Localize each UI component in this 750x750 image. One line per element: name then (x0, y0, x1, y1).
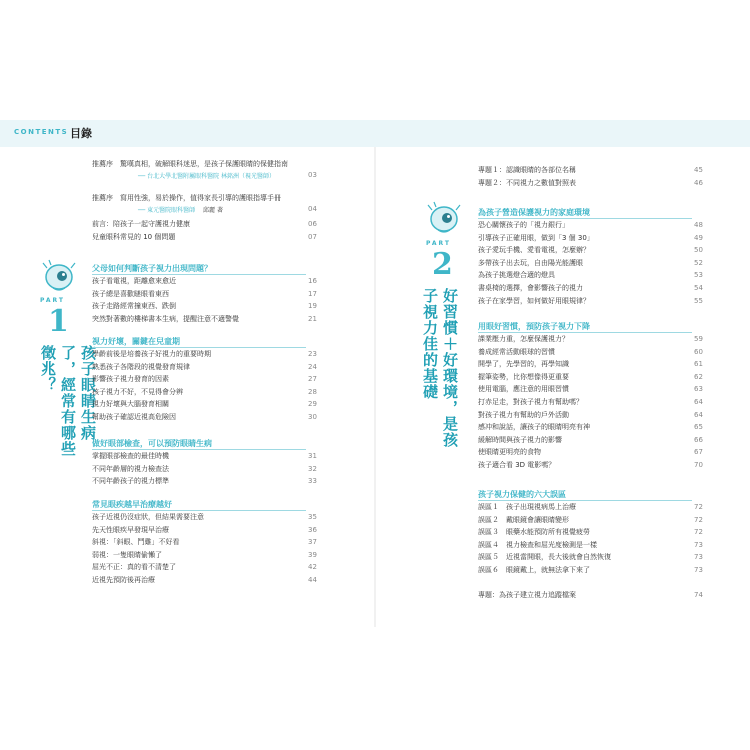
toc-entry-page: 31 (308, 452, 317, 460)
toc-entry-page: 72 (694, 528, 703, 537)
toc-entry-title: 感冲和說話，讓孩子的眼睛明亮有神 (478, 423, 590, 432)
toc-entry-title: 孩子總是喜歡瞇眼看東西 (92, 289, 169, 298)
section-heading[interactable]: 為孩子營造保護視力的家庭環境 (478, 208, 590, 217)
toc-entry-title: 學齡前後是培養孩子好視力的重要時期 (92, 350, 211, 358)
toc-entry-page: 70 (694, 461, 703, 469)
toc-entry-page: 55 (694, 296, 703, 305)
toc-entry-title: 誤區２ 戴眼鏡會讓眼睛變形 (478, 515, 569, 524)
toc-entry-page: 65 (694, 423, 703, 432)
toc-entry-title: 誤區３ 眼藥水能預防所有視覺疲勞 (478, 528, 590, 537)
toc-entry-title: 幫助孩子確認近視高危險因 (92, 413, 176, 421)
toc-entry-page: 23 (308, 350, 317, 358)
toc-entry-title: 養成經常活動眼球的習慣 (478, 347, 555, 356)
toc-entry-title: 引導孩子正確用眼，做到「3 個 30」 (478, 233, 594, 242)
toc-entry-title: 熟悉孩子各階段的視覺發育規律 (92, 362, 190, 371)
toc-entry-title: 孩子近視仍沒症狀，但結果需要注意 (92, 513, 204, 521)
toc-entry-byline: ── 台北大學北醫附屬眼科醫院 林銘洲（視光醫師） (138, 173, 276, 180)
toc-entry-title: 握筆姿勢，比你想像得更重要 (478, 372, 569, 381)
toc-entry-page: 27 (308, 375, 317, 384)
toc-entry-title: 孩子走路經常撞東西、跌倒 (92, 302, 176, 311)
toc-entry-title: 打赤足走，對孩子視力有幫助嗎？ (478, 398, 583, 406)
toc-entry-title: 開學了，先學習的，再學知識 (478, 360, 569, 369)
toc-entry-page: 44 (308, 576, 317, 584)
toc-entry-page: 30 (308, 413, 317, 421)
toc-entry-page: 73 (694, 553, 703, 562)
section-rule (478, 332, 692, 333)
toc-entry-page: 32 (308, 464, 317, 473)
toc-entry-page: 36 (308, 525, 317, 534)
toc-entry-page: 60 (694, 347, 703, 356)
part-title: 好習慣＋好環境，是孩子視力佳的基礎 (421, 288, 459, 448)
toc-entry-page: 67 (694, 448, 703, 457)
toc-entry-title: 近視先預防後再治療 (92, 576, 155, 584)
toc-entry-page: 24 (308, 362, 317, 371)
toc-entry-title: 恐心關懷孩子的「視力銀行」 (478, 221, 569, 229)
toc-entry-page: 73 (694, 540, 703, 549)
section-rule (478, 500, 692, 501)
toc-entry-page: 28 (308, 387, 317, 396)
section-heading[interactable]: 用眼好習慣，預防孩子視力下降 (478, 322, 590, 331)
toc-entry-page: 29 (308, 400, 317, 409)
toc-entry-page: 42 (308, 563, 317, 572)
section-rule (92, 449, 306, 450)
toc-entry-page: 59 (694, 335, 703, 343)
toc-entry-title: 不同年齡層的視力檢查法 (92, 464, 169, 473)
toc-entry-page: 73 (694, 566, 703, 574)
part-label: PART (426, 240, 451, 247)
section-heading[interactable]: 常見眼疾越早治療越好 (92, 500, 172, 509)
toc-entry-page: 49 (694, 233, 703, 242)
toc-entry-page: 64 (694, 410, 703, 419)
toc-entry-page: 63 (694, 385, 703, 394)
toc-entry-page: 72 (694, 515, 703, 524)
section-heading[interactable]: 孩子視力保健的六大誤區 (478, 490, 566, 499)
toc-entry-page: 72 (694, 503, 703, 511)
toc-entry-page: 66 (694, 435, 703, 444)
toc-entry-page: 37 (308, 538, 317, 547)
toc-entry-title: 誤區６ 眼鏡戴上，就無法拿下來了 (478, 566, 590, 574)
toc-entry-title: 對孩子視力有幫助的戶外活動 (478, 410, 569, 419)
toc-entry-byline: ── 東元醫院眼科醫師 邱麗 著 (138, 207, 223, 214)
toc-entry-title: 誤區４ 視力檢查和屈光度檢測是一樣 (478, 540, 597, 549)
toc-entry-title: 弱視：一隻眼睛偷懶了 (92, 550, 162, 559)
page-title: 目錄 (70, 127, 92, 140)
part-number: 1 (48, 304, 69, 339)
section-rule (92, 510, 306, 511)
toc-entry-title: 視力好壞與大腦發育相關 (92, 400, 169, 409)
toc-entry-title: 課業壓力重，怎麼保護視力？ (478, 335, 569, 343)
part-number: 2 (432, 247, 453, 282)
toc-entry-title: 孩子愛玩手機、愛看電視，怎麼辦？ (478, 246, 590, 255)
toc-entry-page: 54 (694, 284, 703, 292)
toc-entry-title: 使眼睛更明亮的食物 (478, 448, 541, 457)
toc-entry-page: 48 (694, 221, 703, 229)
eyeball-mascot-icon (38, 258, 80, 294)
toc-entry-page: 62 (694, 372, 703, 381)
toc-entry-title: 使用電腦，應注意的用眼習慣 (478, 385, 569, 394)
toc-entry-title: 為孩子挑選燈合適的燈具 (478, 271, 555, 280)
header-band (0, 120, 750, 147)
section-rule (478, 218, 692, 219)
toc-entry-page: 17 (308, 289, 317, 298)
toc-entry-title: 孩子看電視，距離愈來愈近 (92, 277, 176, 285)
part-title: 孩子眼睛生病了，經常有哪些徵兆？ (39, 345, 97, 457)
eyeball-mascot-icon (423, 200, 465, 236)
section-heading[interactable]: 做好眼部檢查，可以預防眼睛生病 (92, 439, 212, 448)
toc-entry-title: 先天性眼疾早發現早治療 (92, 525, 169, 534)
toc-entry-page: 61 (694, 360, 703, 369)
toc-entry-page: 21 (308, 314, 317, 323)
toc-entry-page: 52 (694, 258, 703, 267)
toc-entry-title: 孩子視力不好，不見得會分辨 (92, 387, 183, 396)
part-label: PART (40, 297, 65, 304)
toc-entry-page: 16 (308, 277, 317, 285)
toc-entry-title: 誤區５ 近視當開眼，長大後就會自然恢復 (478, 553, 611, 562)
toc-entry-title: 突然對著數的樓梯書本生病，提醒注意不適警覺 (92, 314, 239, 323)
toc-entry-page: 64 (694, 398, 703, 406)
toc-entry-title: 掌握眼部檢查的最佳時機 (92, 452, 169, 460)
toc-entry-page: 33 (308, 477, 317, 486)
toc-entry-title: 多帶孩子出去玩，自由陽光能護眼 (478, 258, 583, 267)
toc-entry-title: 緩解時間與孩子視力的影響 (478, 435, 562, 444)
toc-entry-title: 孩子適合看 3D 電影嗎？ (478, 461, 556, 469)
toc-entry-title: 孩子在家學習，如何做好用眼規律？ (478, 296, 590, 305)
section-rule (92, 274, 306, 275)
toc-entry-title: 影響孩子視力發育的因素 (92, 375, 169, 384)
section-heading[interactable]: 視力好壞，關鍵在兒童期 (92, 337, 180, 346)
toc-entry-page: 53 (694, 271, 703, 280)
toc-entry-page: 35 (308, 513, 317, 521)
toc-entry-title: 誤區１ 孩子出現視病馬上治療 (478, 503, 576, 511)
section-rule (92, 347, 306, 348)
toc-entry-page: 19 (308, 302, 317, 311)
contents-label: CONTENTS (14, 128, 69, 136)
toc-entry-title: 斜視：「斜眼、鬥雞」不好看 (92, 538, 180, 547)
toc-entry-page: 39 (308, 550, 317, 559)
page-spine (374, 147, 376, 627)
toc-entry-title: 書桌椅的選擇，會影響孩子的視力 (478, 284, 583, 292)
toc-entry-title: 不同年齡孩子的視力標準 (92, 477, 169, 486)
toc-entry-page: 50 (694, 246, 703, 255)
section-heading[interactable]: 父母如何判斷孩子視力出現問題？ (92, 264, 212, 273)
toc-entry-title: 屈光不正：真的看不清楚了 (92, 563, 176, 572)
